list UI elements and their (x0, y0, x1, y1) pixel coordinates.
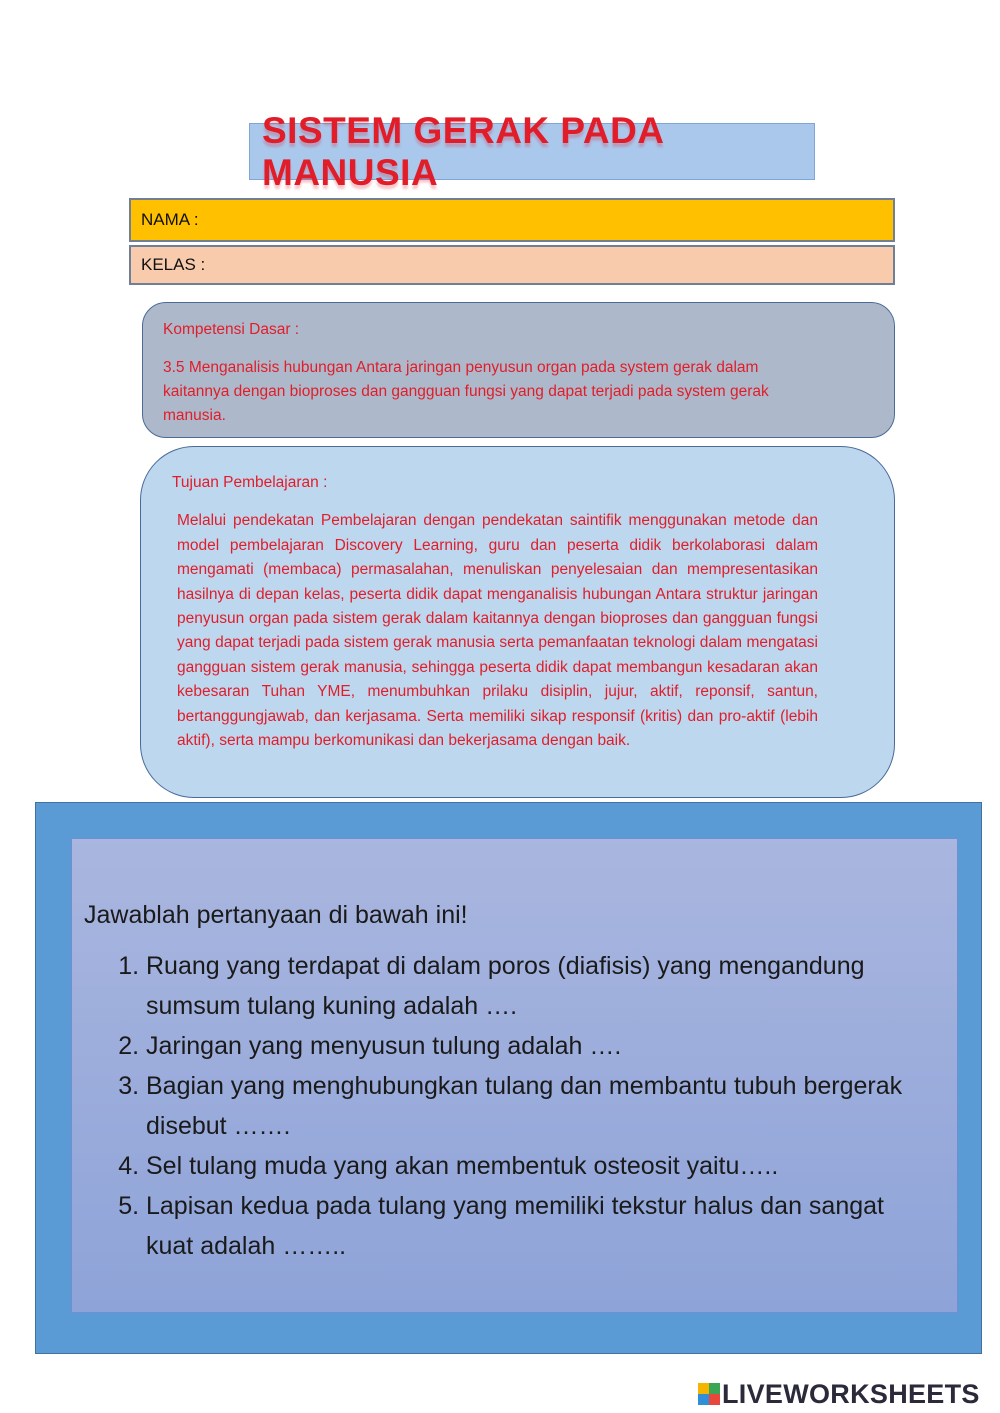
nama-label: NAMA : (141, 210, 199, 229)
kompetensi-dasar-box (142, 302, 895, 438)
question-item: 1. Ruang yang terdapat di dalam poros (diafisis) yang mengandung sumsum tulang kuning adalah …. (146, 946, 937, 1026)
question-item: 2. Jaringan yang menyusun tulung adalah …. (146, 1026, 937, 1066)
liveworksheets-logo-icon (698, 1383, 720, 1405)
tujuan-pembelajaran-heading: Tujuan Pembelajaran : (172, 474, 328, 491)
title-banner (249, 109, 815, 193)
kompetensi-dasar-heading: Kompetensi Dasar : (163, 321, 300, 338)
liveworksheets-logo (698, 1379, 980, 1409)
question-item: 4. Sel tulang muda yang akan membentuk osteosit yaitu….. (146, 1146, 937, 1186)
question-panel (71, 838, 958, 1313)
question-list (84, 946, 937, 1266)
kelas-field[interactable] (129, 245, 895, 285)
page-title: SISTEM GERAK PADA MANUSIA (262, 109, 664, 193)
tujuan-pembelajaran-box (140, 446, 895, 798)
question-item: 5. Lapisan kedua pada tulang yang memiliki tekstur halus dan sangat kuat adalah …….. (146, 1186, 937, 1266)
liveworksheets-wordmark: LIVEWORKSHEETS (722, 1378, 980, 1409)
nama-field[interactable] (129, 198, 895, 242)
kompetensi-dasar-text: 3.5 Menganalisis hubungan Antara jaringan penyusun organ pada system gerak dalam kaitannya dengan bioproses dan gangguan fungsi yang dapat terjadi pada system gerak manusia. (163, 359, 769, 424)
question-item: 3. Bagian yang menghubungkan tulang dan membantu tubuh bergerak disebut ……. (146, 1066, 937, 1146)
kelas-label: KELAS : (141, 255, 206, 274)
tujuan-pembelajaran-text: Melalui pendekatan Pembelajaran dengan pendekatan saintifik menggunakan metode dan model pembelajaran Discovery Learning, guru dan peserta didik berkolaborasi dalam mengamati (membaca) permasalahan, menuliskan penyelesaian dan mempresentasikan hasilnya di depan kelas, peserta didik dapat menganalisis hubungan Antara struktur jaringan penyusun organ pada sistem gerak dalam kaitannya dengan bioproses dan gangguan fungsi yang dapat terjadi pada sistem gerak manusia serta pemanfaatan teknologi dalam mengatasi gangguan sistem gerak manusia, sehingga peserta didik dapat membangun kesadaran akan kebesaran Tuhan YME, menumbuhkan prilaku disiplin, jujur, aktif, reponsif, santun, bertanggungjawab, dan kerjasama. Serta memiliki sikap responsif (kritis) dan pro-aktif (lebih aktif), serta mampu berkomunikasi dan bekerjasama dengan baik. (177, 512, 818, 750)
question-instruction: Jawablah pertanyaan di bawah ini! (84, 901, 468, 929)
